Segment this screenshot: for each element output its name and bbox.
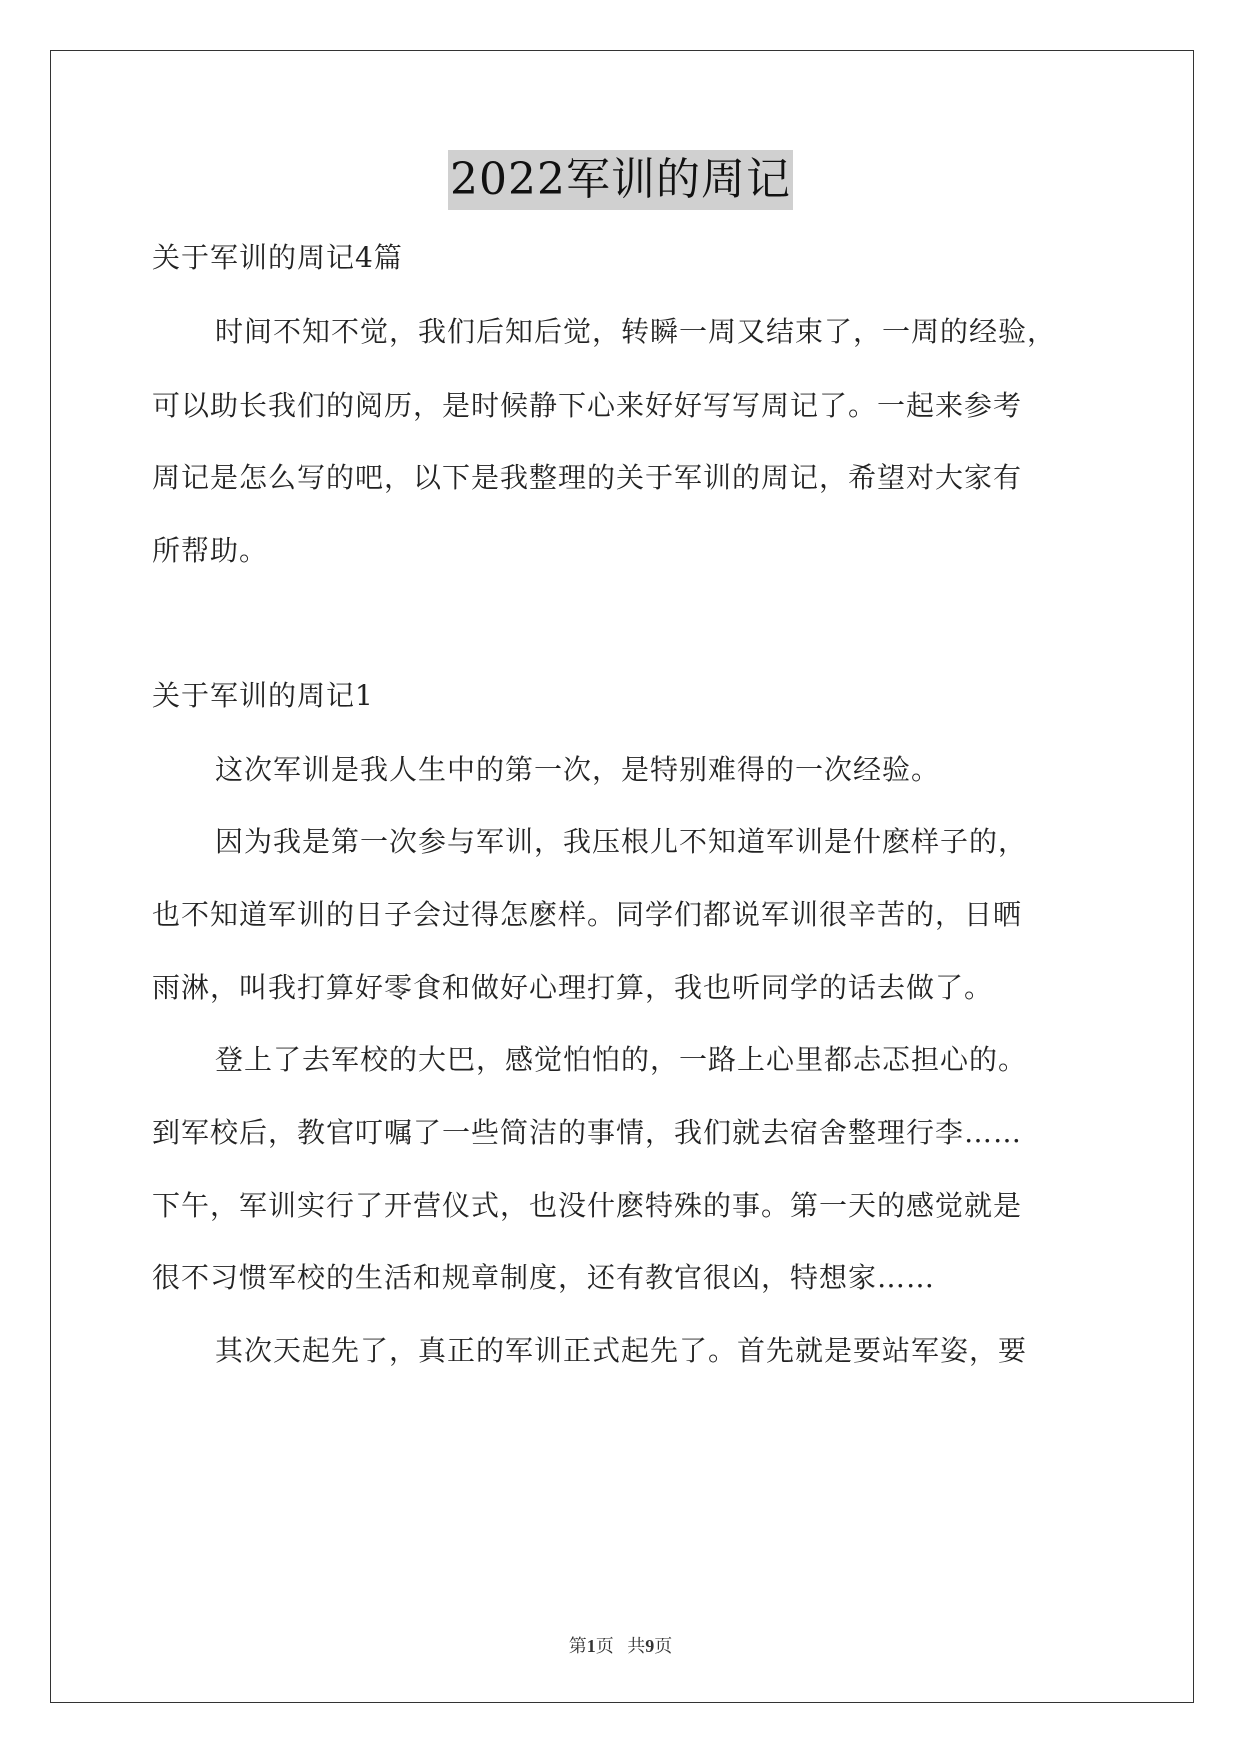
section-heading: 关于军训的周记1 [152,679,374,712]
intro-line: 可以助长我们的阅历，是时候静下心来好好写写周记了。一起来参考 [152,389,1023,422]
body-line: 其次天起先了，真正的军训正式起先了。首先就是要站军姿，要 [215,1334,1028,1367]
document-title: 2022军训的周记 [448,150,793,210]
total-page-number: 9 [645,1636,655,1656]
footer-page-suffix: 页 [595,1636,614,1656]
page-footer [0,1632,1241,1658]
intro-heading: 关于军训的周记4篇 [152,241,403,274]
body-line: 也不知道军训的日子会过得怎麽样。同学们都说军训很辛苦的，日晒 [152,898,1023,931]
body-line: 这次军训是我人生中的第一次，是特别难得的一次经验。 [215,753,941,786]
body-line: 很不习惯军校的生活和规章制度，还有教官很凶，特想家…… [152,1261,936,1294]
body-line: 登上了去军校的大巴，感觉怕怕的，一路上心里都忐忑担心的。 [215,1043,1028,1076]
current-page-number: 1 [586,1636,596,1656]
title-container [0,150,1241,210]
page-border [50,50,1194,1703]
body-line: 因为我是第一次参与军训，我压根儿不知道军训是什麽样子的， [215,825,1028,858]
body-line: 下午，军训实行了开营仪式，也没什麽特殊的事。第一天的感觉就是 [152,1189,1023,1222]
footer-prefix: 第 [568,1636,587,1656]
body-line: 到军校后，教官叮嘱了一些简洁的事情，我们就去宿舍整理行李…… [152,1116,1023,1149]
intro-line: 时间不知不觉，我们后知后觉，转瞬一周又结束了，一周的经验， [215,315,1057,348]
intro-line: 所帮助。 [152,534,269,567]
footer-total-suffix: 页 [654,1636,673,1656]
footer-total-prefix: 共 [627,1636,646,1656]
body-line: 雨淋，叫我打算好零食和做好心理打算，我也听同学的话去做了。 [152,971,994,1004]
intro-line: 周记是怎么写的吧，以下是我整理的关于军训的周记，希望对大家有 [152,461,1023,494]
